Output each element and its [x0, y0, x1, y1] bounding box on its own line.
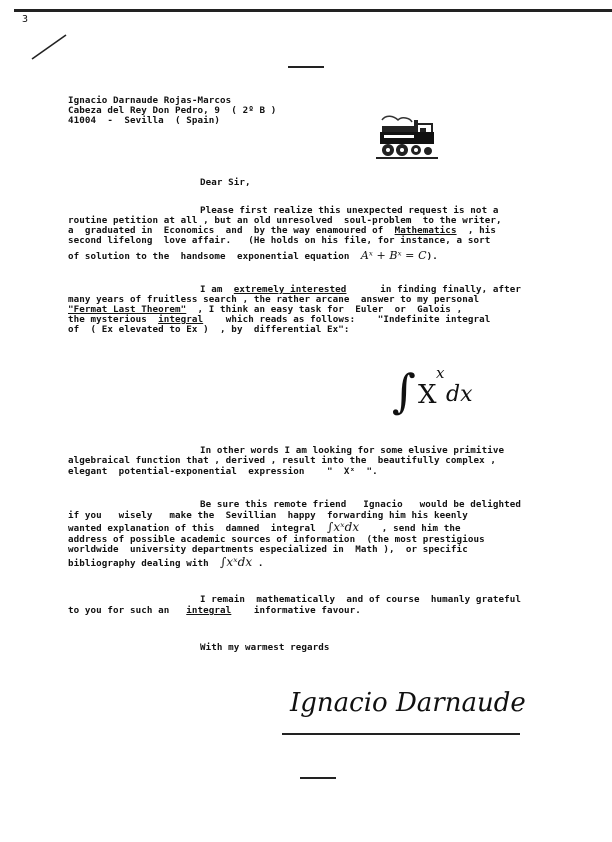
text-line: second lifelong love affair. (He holds on his file, for instance, a sort [68, 235, 491, 246]
text-segment: , send him the [359, 523, 461, 534]
header-divider [288, 66, 324, 68]
closing: With my warmest regards [200, 642, 330, 653]
sender-name: Ignacio Darnaude Rojas-Marcos [68, 95, 232, 106]
text-segment: ). [426, 251, 438, 262]
salutation: Dear Sir, [200, 177, 251, 188]
inline-integral: ∫xˣdx [220, 555, 253, 569]
text-segment: a graduated in Economics and by the way enamoured of [68, 225, 395, 236]
text-line: In other words I am looking for some elusive primitive [200, 445, 505, 456]
text-segment: to you for such an [68, 605, 187, 616]
text-segment: wanted explanation of this damned integral [68, 523, 328, 534]
extremely-interested-underlined: extremely interested [233, 284, 347, 295]
pen-slash-mark [30, 32, 70, 62]
text-line: worldwide university departments especialized in Math ), or specific [68, 544, 468, 555]
text-segment: , I think an easy task for Euler or Galois , [186, 304, 463, 315]
inline-integral: ∫xˣdx [327, 520, 360, 534]
text-segment: which reads as follows: "Indefinite integral [203, 314, 491, 325]
text-line: elegant potential-exponential expression " Xˣ ". [68, 466, 378, 477]
text-line: routine petition at all , but an old unresolved soul-problem to the writer, [68, 215, 502, 226]
integral-sign: ∫ [392, 364, 416, 418]
mathematics-underlined: Mathematics [394, 225, 457, 236]
integral-underlined: integral [158, 314, 204, 325]
text-line: Please first realize this unexpected request is not a [200, 205, 499, 216]
page-marker: 3 [22, 14, 29, 25]
formula-differential: dx [446, 382, 473, 407]
formula-exponent: x [436, 364, 445, 382]
integral-underlined: integral [186, 605, 232, 616]
text-segment: I am [200, 284, 234, 295]
text-segment: in finding finally, after [346, 284, 522, 295]
text-line [68, 522, 461, 535]
text-segment: informative favour. [231, 605, 361, 616]
text-line [68, 606, 361, 617]
exponential-equation: Aˣ + Bˣ = C [360, 249, 427, 262]
signature-underline [282, 733, 520, 735]
text-line: address of possible academic sources of information (the most prestigious [68, 534, 485, 545]
text-segment: . [252, 558, 264, 569]
signature: Ignacio Darnaude [290, 688, 526, 718]
text-line: of ( Ex elevated to Ex ) , by differential Ex": [68, 324, 350, 335]
fermat-theorem-underlined: "Fermat Last Theorem" [68, 304, 187, 315]
text-segment: of solution to the handsome exponential equation [68, 251, 361, 262]
text-segment: bibliography dealing with [68, 558, 221, 569]
text-line: algebraical function that , derived , result into the beautifully complex , [68, 455, 496, 466]
formula-base: X [418, 380, 437, 410]
text-line: many years of fruitless search , the rather arcane answer to my personal [68, 294, 480, 305]
text-line [68, 557, 264, 570]
footer-divider [300, 777, 336, 779]
text-line [68, 251, 438, 263]
top-border-rule [14, 9, 612, 12]
text-segment: the mysterious [68, 314, 159, 325]
text-line: Be sure this remote friend Ignacio would be delighted [200, 499, 521, 510]
text-segment: , his [456, 225, 496, 236]
locomotive-logo [376, 112, 438, 164]
text-line: if you wisely make the Sevillian happy forwarding him his keenly [68, 510, 468, 521]
sender-street: Cabeza del Rey Don Pedro, 9 ( 2º B ) [68, 105, 277, 116]
text-line: I remain mathematically and of course humanly grateful [200, 594, 521, 605]
sender-city: 41004 - Sevilla ( Spain) [68, 115, 221, 126]
